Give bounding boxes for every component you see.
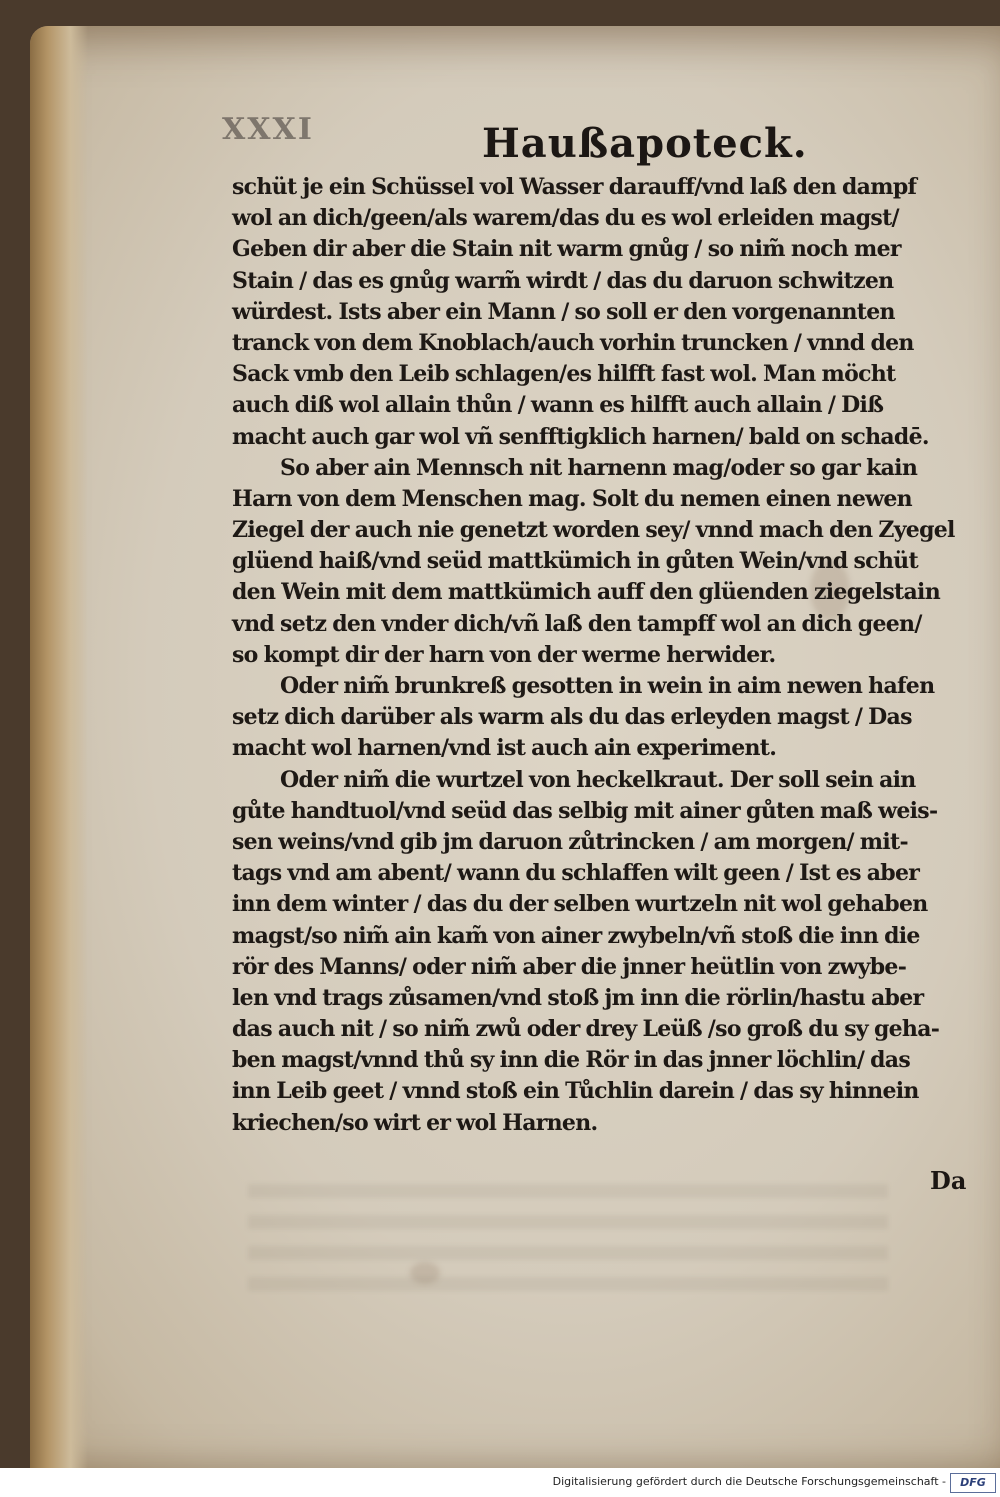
text-line: kriechen/so wirt er wol Harnen. xyxy=(232,1109,598,1136)
text-line: so kompt dir der harn von der werme herwider. xyxy=(232,641,776,668)
text-line: setz dich darüber als warm als du das erleyden magst / Das xyxy=(232,704,912,731)
text-line: auch diß wol allain thůn / wann es hilfft auch allain / Diß xyxy=(232,392,884,419)
text-line: sen weins/vnd gib jm daruon zůtrincken / am morgen/ mit- xyxy=(232,828,908,855)
text-line: tranck von dem Knoblach/auch vorhin truncken / vnnd den xyxy=(232,329,914,356)
text-line: magst/so nim̃ ain kam̃ von ainer zwybeln/vñ stoß die inn die xyxy=(232,922,920,949)
text-line: den Wein mit dem mattkümich auff den glüenden ziegelstain xyxy=(232,579,940,606)
folio-number: XXXI xyxy=(222,112,314,147)
text-line: Stain / das es gnůg warm̃ wirdt / das du daruon schwitzen xyxy=(232,267,894,294)
dfg-logo: DFG xyxy=(950,1473,996,1493)
text-line: gůte handtuol/vnd seüd das selbig mit ainer gůten maß weis- xyxy=(232,797,938,824)
show-through-text xyxy=(248,1184,888,1304)
funding-credit: Digitalisierung gefördert durch die Deutsche Forschungsgemeinschaft - xyxy=(552,1475,946,1488)
body-text xyxy=(232,172,968,1139)
catchword: Da xyxy=(930,1166,967,1195)
text-line: Sack vmb den Leib schlagen/es hilfft fast wol. Man möcht xyxy=(232,361,896,388)
text-line: vnd setz den vnder dich/vñ laß den tampff wol an dich geen/ xyxy=(232,610,922,637)
page-edge-shadow xyxy=(30,26,88,1468)
text-line: Geben dir aber die Stain nit warm gnůg / so nim̃ noch mer xyxy=(232,236,901,263)
text-line: tags vnd am abent/ wann du schlaffen wilt geen / Ist es aber xyxy=(232,860,920,887)
text-line: wol an dich/geen/als warem/das du es wol erleiden magst/ xyxy=(232,205,899,232)
text-line: Oder nim̃ die wurtzel von heckelkraut. Der soll sein ain xyxy=(280,766,916,793)
text-line: macht auch gar wol vñ senfftigklich harnen/ bald on schadē. xyxy=(232,423,929,450)
text-line: inn dem winter / das du der selben wurtzeln nit wol gehaben xyxy=(232,891,928,918)
text-line: Oder nim̃ brunkreß gesotten in wein in aim newen hafen xyxy=(280,673,935,699)
text-line: inn Leib geet / vnnd stoß ein Tůchlin darein / das sy hinnein xyxy=(232,1078,919,1105)
text-line: würdest. Ists aber ein Mann / so soll er den vorgenannten xyxy=(232,298,895,325)
text-line: rör des Manns/ oder nim̃ aber die jnner heütlin von zwybe- xyxy=(232,953,907,980)
text-line: Harn von dem Menschen mag. Solt du nemen einen newen xyxy=(232,485,912,512)
text-line: Ziegel der auch nie genetzt worden sey/ vnnd mach den Zyegel xyxy=(232,517,955,544)
text-line: ben magst/vnnd thů sy inn die Rör in das jnner löchlin/ das xyxy=(232,1047,911,1074)
footer-bar xyxy=(0,1468,1000,1497)
text-line: glüend haiß/vnd seüd mattkümich in gůten Wein/vnd schüt xyxy=(232,548,918,575)
text-line: macht wol harnen/vnd ist auch ain experiment. xyxy=(232,735,777,762)
running-head: Haußapoteck. xyxy=(482,120,808,167)
text-line: So aber ain Mennsch nit harnenn mag/oder so gar kain xyxy=(280,454,918,481)
text-line: schüt je ein Schüssel vol Wasser darauff/vnd laß den dampf xyxy=(232,174,917,200)
text-line: len vnd trags zůsamen/vnd stoß jm inn die rörlin/hastu aber xyxy=(232,984,924,1011)
text-line: das auch nit / so nim̃ zwů oder drey Leüß /so groß du sy geha- xyxy=(232,1016,940,1043)
